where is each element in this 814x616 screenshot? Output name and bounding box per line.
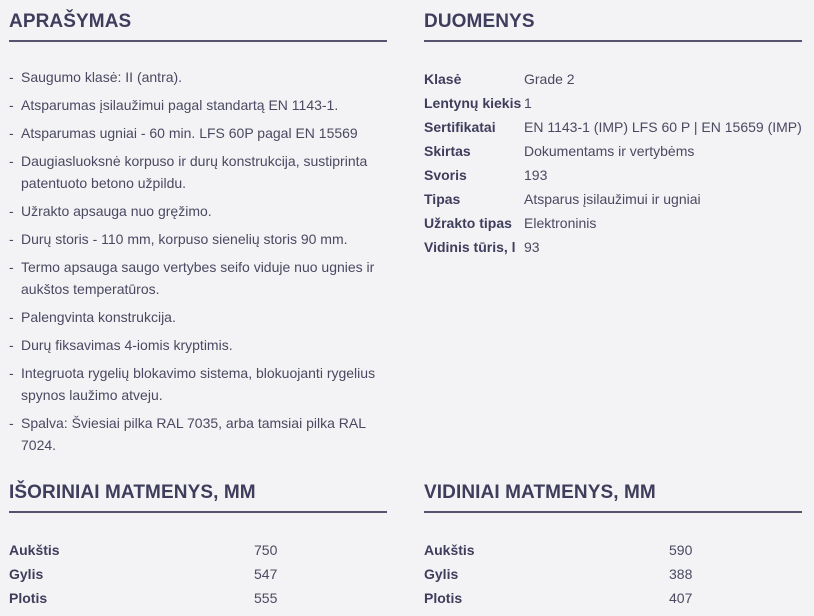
table-row (424, 163, 802, 187)
list-item: - Integruota rygelių blokavimo sistema, blokuojanti rygelius spynos laužimo atveju. (9, 362, 387, 406)
row-key: Skirtas (424, 143, 471, 159)
list-item: - Durų fiksavimas 4-iomis kryptimis. (9, 334, 387, 356)
table-row (424, 562, 802, 586)
row-value: 407 (669, 590, 693, 606)
table-row (424, 187, 802, 211)
inner-dimensions-section (424, 481, 802, 606)
row-value: Dokumentams ir vertybėms (524, 143, 695, 159)
row-key: Svoris (424, 167, 467, 183)
table-row (424, 115, 802, 139)
row-key: Aukštis (9, 542, 60, 558)
inner-dimensions-table (424, 538, 802, 610)
row-key: Sertifikatai (424, 119, 496, 135)
description-title: APRAŠYMAS (9, 10, 387, 42)
row-value: 750 (254, 542, 278, 558)
row-value: EN 1143-1 (IMP) LFS 60 P | EN 15659 (IMP) (524, 119, 802, 135)
list-item: - Termo apsauga saugo vertybes seifo viduje nuo ugnies ir aukštos temperatūros. (9, 256, 387, 300)
list-item: - Saugumo klasė: II (antra). (9, 66, 387, 88)
data-table (424, 67, 802, 259)
table-row (9, 562, 387, 586)
table-row (424, 211, 802, 235)
table-row (424, 139, 802, 163)
row-key: Plotis (9, 590, 48, 606)
row-key: Tipas (424, 191, 461, 207)
row-value: 1 (524, 95, 532, 111)
table-row (424, 235, 802, 259)
inner-dimensions-title: VIDINIAI MATMENYS, MM (424, 481, 802, 513)
row-key: Aukštis (424, 542, 475, 558)
table-row (424, 586, 802, 610)
row-key: Gylis (9, 566, 44, 582)
row-value: Atsparus įsilaužimui ir ugniai (524, 191, 701, 207)
row-key: Vidinis tūris, l (424, 239, 516, 255)
row-value: Elektroninis (524, 215, 597, 231)
row-value: Grade 2 (524, 71, 575, 87)
row-value: 590 (669, 542, 693, 558)
table-row (424, 67, 802, 91)
row-value: 93 (524, 239, 540, 255)
row-value: 547 (254, 566, 278, 582)
row-key: Lentynų kiekis (424, 95, 522, 111)
row-key: Klasė (424, 71, 462, 87)
outer-dimensions-title: IŠORINIAI MATMENYS, MM (9, 481, 387, 513)
list-item: - Atsparumas įsilaužimui pagal standartą EN 1143-1. (9, 94, 387, 116)
list-item: - Palengvinta konstrukcija. (9, 306, 387, 328)
description-section (9, 10, 387, 453)
row-value: 555 (254, 590, 278, 606)
outer-dimensions-section (9, 481, 387, 606)
description-list (9, 66, 387, 462)
row-value: 388 (669, 566, 693, 582)
list-item: - Atsparumas ugniai - 60 min. LFS 60P pagal EN 15569 (9, 122, 387, 144)
list-item: - Daugiasluoksnė korpuso ir durų konstrukcija, sustiprinta patentuoto betono užpildu. (9, 150, 387, 194)
table-row (9, 538, 387, 562)
row-key: Užrakto tipas (424, 215, 512, 231)
row-key: Gylis (424, 566, 459, 582)
list-item: - Durų storis - 110 mm, korpuso sienelių storis 90 mm. (9, 228, 387, 250)
list-item: - Spalva: Šviesiai pilka RAL 7035, arba tamsiai pilka RAL 7024. (9, 412, 387, 456)
table-row (9, 586, 387, 610)
row-value: 193 (524, 167, 548, 183)
data-title: DUOMENYS (424, 10, 802, 42)
table-row (424, 538, 802, 562)
table-row (424, 91, 802, 115)
list-item: - Užrakto apsauga nuo gręžimo. (9, 200, 387, 222)
outer-dimensions-table (9, 538, 387, 610)
row-key: Plotis (424, 590, 463, 606)
data-section (424, 10, 802, 255)
